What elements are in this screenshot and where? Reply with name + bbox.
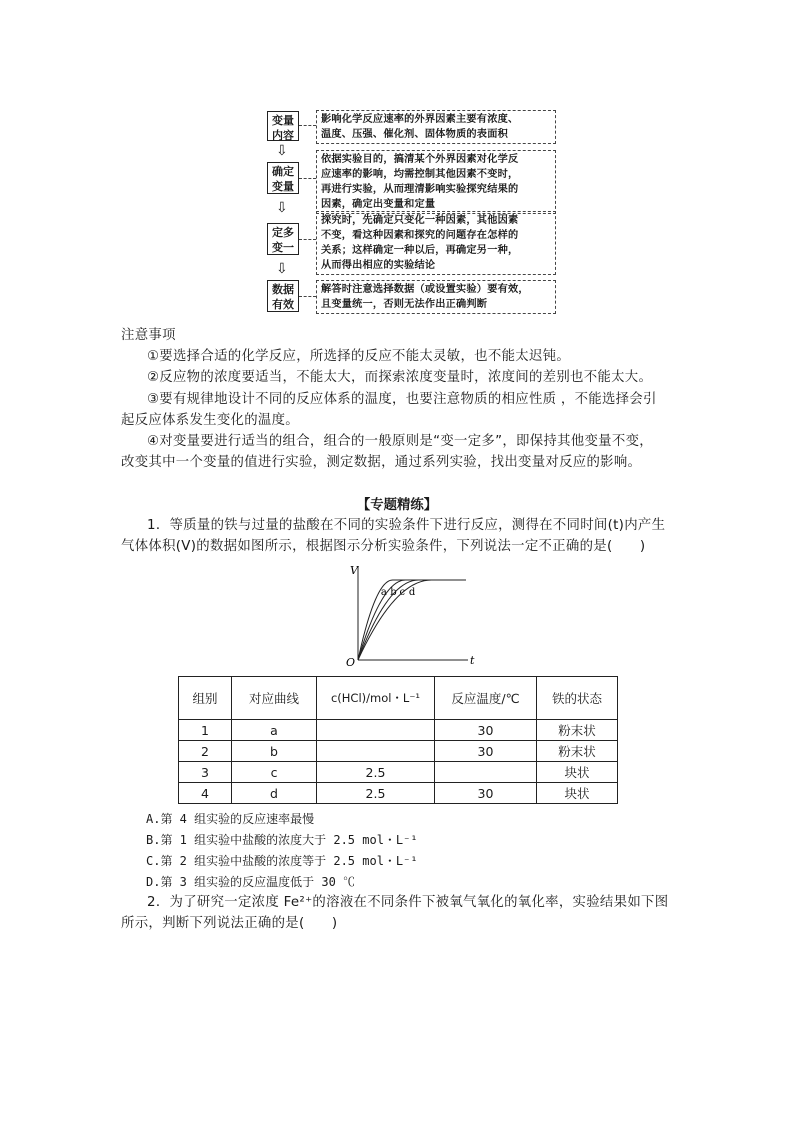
header-curve: 对应曲线 xyxy=(232,677,317,720)
header-iron-state: 铁的状态 xyxy=(537,677,618,720)
table-cell: 粉末状 xyxy=(537,741,618,762)
table-header-row xyxy=(179,677,618,720)
table-cell xyxy=(317,741,435,762)
series-label-d: d xyxy=(408,587,416,598)
q1-line-1: 1．等质量的铁与过量的盐酸在不同的实验条件下进行反应，测得在不同时间(t)内产生 xyxy=(147,518,666,533)
header-group: 组别 xyxy=(179,677,232,720)
flow-box-text: 变量 xyxy=(272,114,294,127)
table-row xyxy=(179,720,618,741)
flow-desc-fix-many-vary-one xyxy=(316,211,556,275)
q2-line-2: 所示，判断下列说法正确的是( ) xyxy=(121,916,338,931)
flow-box-text: 数据 xyxy=(272,283,294,296)
table-cell: 4 xyxy=(179,783,232,804)
note-4-line-1: ④对变量要进行适当的组合，组合的一般原则是“变一定多”，即保持其他变量不变， xyxy=(147,434,653,449)
table-cell: 2.5 xyxy=(317,783,435,804)
flow-desc-line: 从而得出相应的实验结论 xyxy=(321,259,436,271)
flow-desc-line: 因素，确定出变量和定量 xyxy=(321,198,436,210)
flow-box-text: 内容 xyxy=(272,129,294,142)
flow-box-variable-content xyxy=(267,111,299,141)
section-title: 【专题精练】 xyxy=(356,498,438,513)
flow-desc-line: 探究时，先确定只变化一种因素，其他因素 xyxy=(321,214,519,226)
down-arrow-icon: ⇩ xyxy=(276,143,288,159)
q1-line-2: 气体体积(V)的数据如图所示，根据图示分析实验条件，下列说法一定不正确的是( ) xyxy=(121,539,646,554)
q1-option-d: D.第 3 组实验的反应温度低于 30 ℃ xyxy=(146,875,356,889)
v-t-chart xyxy=(340,560,480,670)
flow-desc-line: 不变，看这种因素和探究的问题存在怎样的 xyxy=(321,229,519,241)
table-cell: c xyxy=(232,762,317,783)
x-axis-label: t xyxy=(470,654,475,667)
note-3-line-1: ③要有规律地设计不同的反应体系的温度，也要注意物质的相应性质 ，不能选择会引 xyxy=(147,392,657,407)
q2-line-1: 2．为了研究一定浓度 Fe²⁺的溶液在不同条件下被氧气氧化的氧化率，实验结果如下图 xyxy=(147,895,669,910)
flow-desc-line: 依据实验目的，搞清某个外界因素对化学反 xyxy=(321,153,519,165)
series-label-b: b xyxy=(390,587,397,598)
down-arrow-icon: ⇩ xyxy=(276,261,288,277)
flow-connector xyxy=(299,296,316,297)
series-label-a: a xyxy=(380,587,387,598)
flow-box-determine-variable xyxy=(267,162,299,194)
table-cell: 2 xyxy=(179,741,232,762)
table-cell: 30 xyxy=(435,741,537,762)
flow-box-text: 确定 xyxy=(272,165,294,178)
origin-label: O xyxy=(346,656,356,669)
flow-box-valid-data xyxy=(267,280,299,312)
flow-connector xyxy=(299,125,316,126)
flow-box-text: 有效 xyxy=(272,298,294,311)
flow-desc-line: 且变量统一，否则无法作出正确判断 xyxy=(321,298,488,310)
table-cell: 3 xyxy=(179,762,232,783)
flow-desc-line: 再进行实验，从而理清影响实验探究结果的 xyxy=(321,183,519,195)
table-cell xyxy=(435,762,537,783)
experiment-table xyxy=(178,676,618,804)
flow-desc-line: 影响化学反应速率的外界因素主要有浓度、 xyxy=(321,113,519,125)
header-temperature: 反应温度/℃ xyxy=(435,677,537,720)
table-cell xyxy=(317,720,435,741)
flow-desc-valid-data xyxy=(316,280,556,314)
flow-connector xyxy=(299,239,316,240)
table-cell: b xyxy=(232,741,317,762)
series-label-c: c xyxy=(399,587,406,598)
flow-connector xyxy=(299,178,316,179)
table-cell: 粉末状 xyxy=(537,720,618,741)
table-cell: 30 xyxy=(435,783,537,804)
note-2: ②反应物的浓度要适当，不能太大，而探索浓度变量时，浓度间的差别也不能太大。 xyxy=(147,370,653,385)
flow-desc-line: 解答时注意选择数据（或设置实验）要有效， xyxy=(321,283,529,295)
q1-option-c: C.第 2 组实验中盐酸的浓度等于 2.5 mol・L⁻¹ xyxy=(146,854,418,868)
notes-heading: 注意事项 xyxy=(121,328,176,343)
note-3-line-2: 起反应体系发生变化的温度。 xyxy=(121,413,299,428)
flow-desc-line: 温度、压强、催化剂、固体物质的表面积 xyxy=(321,128,508,140)
table-cell: 块状 xyxy=(537,783,618,804)
table-cell: d xyxy=(232,783,317,804)
flow-box-text: 定多 xyxy=(272,226,294,239)
flow-box-fix-many-vary-one xyxy=(267,223,299,255)
down-arrow-icon: ⇩ xyxy=(276,200,288,216)
table-cell: 块状 xyxy=(537,762,618,783)
y-axis-label: V xyxy=(350,564,358,577)
q1-option-a: A.第 4 组实验的反应速率最慢 xyxy=(146,812,315,826)
table-cell: 1 xyxy=(179,720,232,741)
header-hcl-concentration: c(HCl)/mol・L⁻¹ xyxy=(317,677,435,720)
table-row xyxy=(179,741,618,762)
table-row xyxy=(179,783,618,804)
note-4-line-2: 改变其中一个变量的值进行实验，测定数据，通过系列实验，找出变量对反应的影响。 xyxy=(121,455,642,470)
q1-option-b: B.第 1 组实验中盐酸的浓度大于 2.5 mol・L⁻¹ xyxy=(146,833,418,847)
table-row xyxy=(179,762,618,783)
table-cell: 30 xyxy=(435,720,537,741)
flow-desc-line: 关系；这样确定一种以后，再确定另一种， xyxy=(321,244,519,256)
note-1: ①要选择合适的化学反应，所选择的反应不能太灵敏，也不能太迟钝。 xyxy=(147,349,571,364)
flow-box-text: 变量 xyxy=(272,180,294,193)
table-cell: 2.5 xyxy=(317,762,435,783)
table-cell: a xyxy=(232,720,317,741)
flow-desc-line: 应速率的影响，均需控制其他因素不变时， xyxy=(321,168,519,180)
flow-desc-variable-content xyxy=(316,110,556,144)
flow-desc-determine-variable xyxy=(316,150,556,214)
flow-box-text: 变一 xyxy=(272,241,294,254)
